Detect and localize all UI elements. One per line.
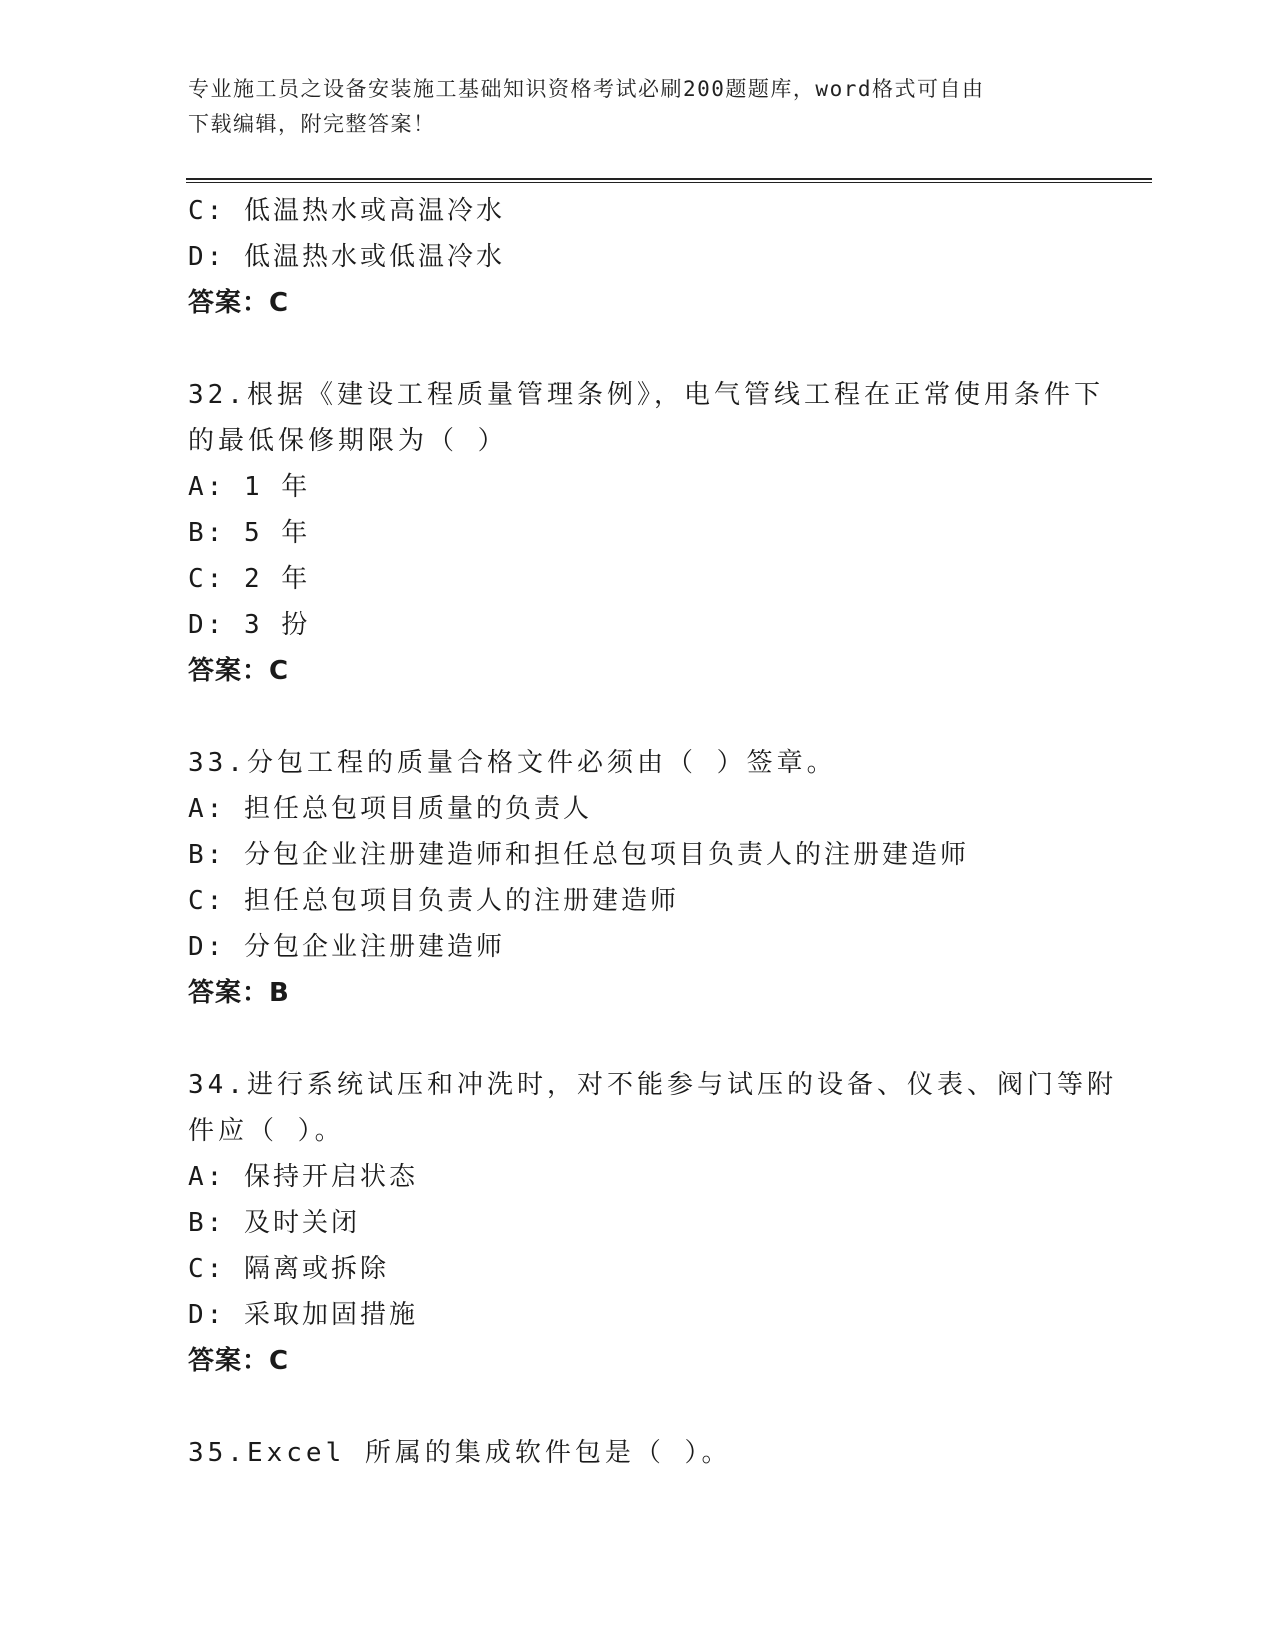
- answer-line: 答案：C: [188, 288, 290, 318]
- blank-line: [188, 1384, 1128, 1430]
- option-line: C: 2 年: [188, 564, 311, 594]
- option-line: D: 采取加固措施: [188, 1300, 418, 1330]
- option-line: D: 分包企业注册建造师: [188, 932, 505, 962]
- option-line: D: 3 扮: [188, 610, 311, 640]
- option-line: A: 担任总包项目质量的负责人: [188, 794, 592, 824]
- answer-line: 答案：C: [188, 1346, 290, 1376]
- option-line: B: 5 年: [188, 518, 311, 548]
- option-line: D: 低温热水或低温冷水: [188, 242, 505, 272]
- question-text: 33.分包工程的质量合格文件必须由（ ）签章。: [188, 748, 837, 778]
- option-line: B: 分包企业注册建造师和担任总包项目负责人的注册建造师: [188, 840, 969, 870]
- question-text: 35.Excel 所属的集成软件包是（ ）。: [188, 1438, 732, 1468]
- question-text: 的最低保修期限为（ ）: [188, 426, 508, 456]
- option-line: C: 隔离或拆除: [188, 1254, 389, 1284]
- blank-line: [188, 694, 1128, 740]
- header-divider-thin: [186, 182, 1152, 183]
- option-line: C: 担任总包项目负责人的注册建造师: [188, 886, 679, 916]
- option-line: A: 保持开启状态: [188, 1162, 418, 1192]
- page-header: 专业施工员之设备安装施工基础知识资格考试必刷200题题库，word格式可自由 下载编辑，附完整答案！: [188, 77, 985, 136]
- option-line: C: 低温热水或高温冷水: [188, 196, 505, 226]
- blank-line: [188, 1016, 1128, 1062]
- answer-line: 答案：C: [188, 656, 290, 686]
- question-text: 件应（ ）。: [188, 1116, 345, 1146]
- answer-line: 答案：B: [188, 978, 290, 1008]
- option-line: A: 1 年: [188, 472, 311, 502]
- question-text: 32.根据《建设工程质量管理条例》，电气管线工程在正常使用条件下: [188, 380, 1104, 410]
- header-divider: [186, 178, 1152, 180]
- option-line: B: 及时关闭: [188, 1208, 360, 1238]
- blank-line: [188, 326, 1128, 372]
- question-text: 34.进行系统试压和冲洗时，对不能参与试压的设备、仪表、阀门等附: [188, 1070, 1117, 1100]
- question-content: [188, 188, 1128, 1476]
